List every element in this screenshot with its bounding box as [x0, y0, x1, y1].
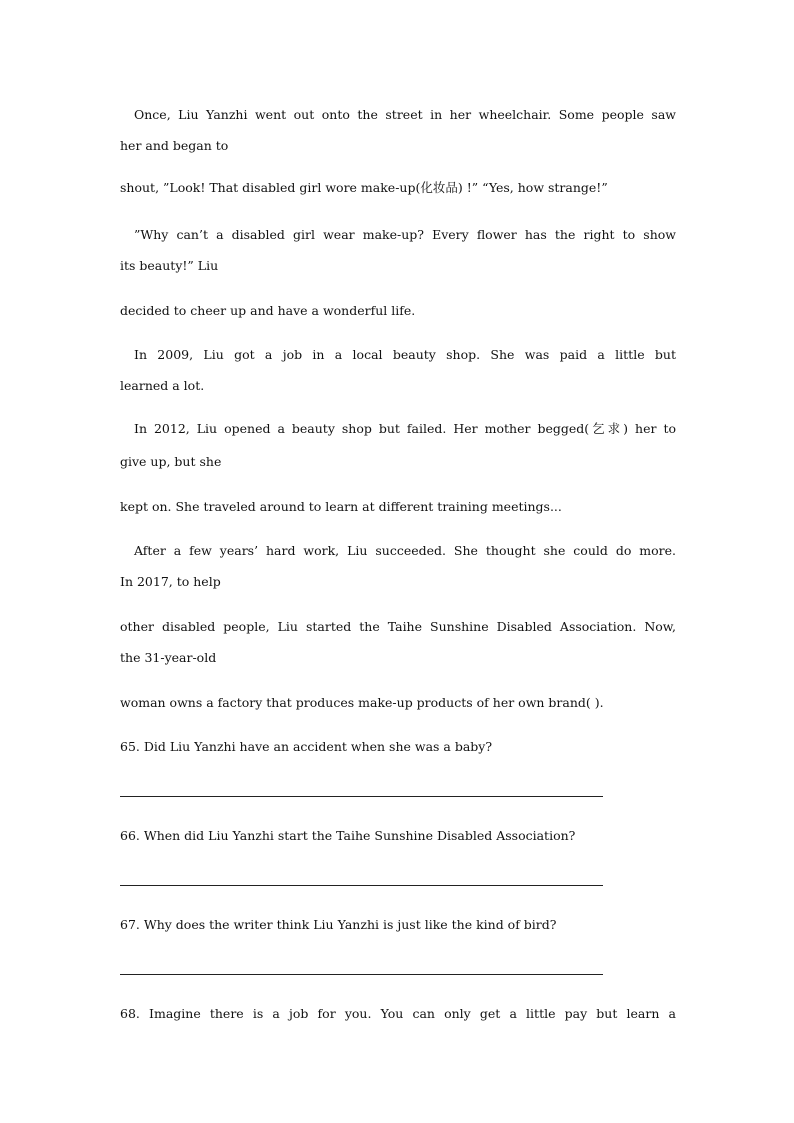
passage-line: ”Why can’t a disabled girl wear make-up? Every flower has the right to show [134, 227, 676, 242]
passage-line: In 2012, Liu opened a beauty shop but failed. Her mother begged(乞求) her to [134, 421, 676, 436]
question-68: 68. Imagine there is a job for you. You can only get a little pay but learn a [120, 1006, 676, 1021]
question-67: 67. Why does the writer think Liu Yanzhi is just like the kind of bird? [120, 917, 557, 932]
passage-line: give up, but she [120, 454, 222, 469]
answer-line-67[interactable] [120, 974, 603, 975]
question-65: 65. Did Liu Yanzhi have an accident when she was a baby? [120, 739, 493, 754]
answer-line-65[interactable] [120, 796, 603, 797]
passage-line: decided to cheer up and have a wonderful life. [120, 303, 416, 318]
passage-line: other disabled people, Liu started the Taihe Sunshine Disabled Association. Now, [120, 619, 676, 634]
passage-line: In 2017, to help [120, 574, 221, 589]
passage-line: Once, Liu Yanzhi went out onto the street in her wheelchair. Some people saw [134, 107, 676, 122]
answer-line-66[interactable] [120, 885, 603, 886]
passage-line: learned a lot. [120, 378, 205, 393]
passage-line: its beauty!” Liu [120, 258, 219, 273]
passage-line: In 2009, Liu got a job in a local beauty shop. She was paid a little but [134, 347, 676, 362]
passage-line: After a few years’ hard work, Liu succeeded. She thought she could do more. [134, 543, 676, 558]
question-66: 66. When did Liu Yanzhi start the Taihe Sunshine Disabled Association? [120, 828, 576, 843]
passage-line: her and began to [120, 138, 229, 153]
passage-line: woman owns a factory that produces make-up products of her own brand( ). [120, 695, 604, 710]
passage-line: shout, ”Look! That disabled girl wore make-up(化妆品) !” “Yes, how strange!” [120, 180, 608, 195]
passage-line: kept on. She traveled around to learn at different training meetings... [120, 499, 562, 514]
passage-line: the 31-year-old [120, 650, 217, 665]
